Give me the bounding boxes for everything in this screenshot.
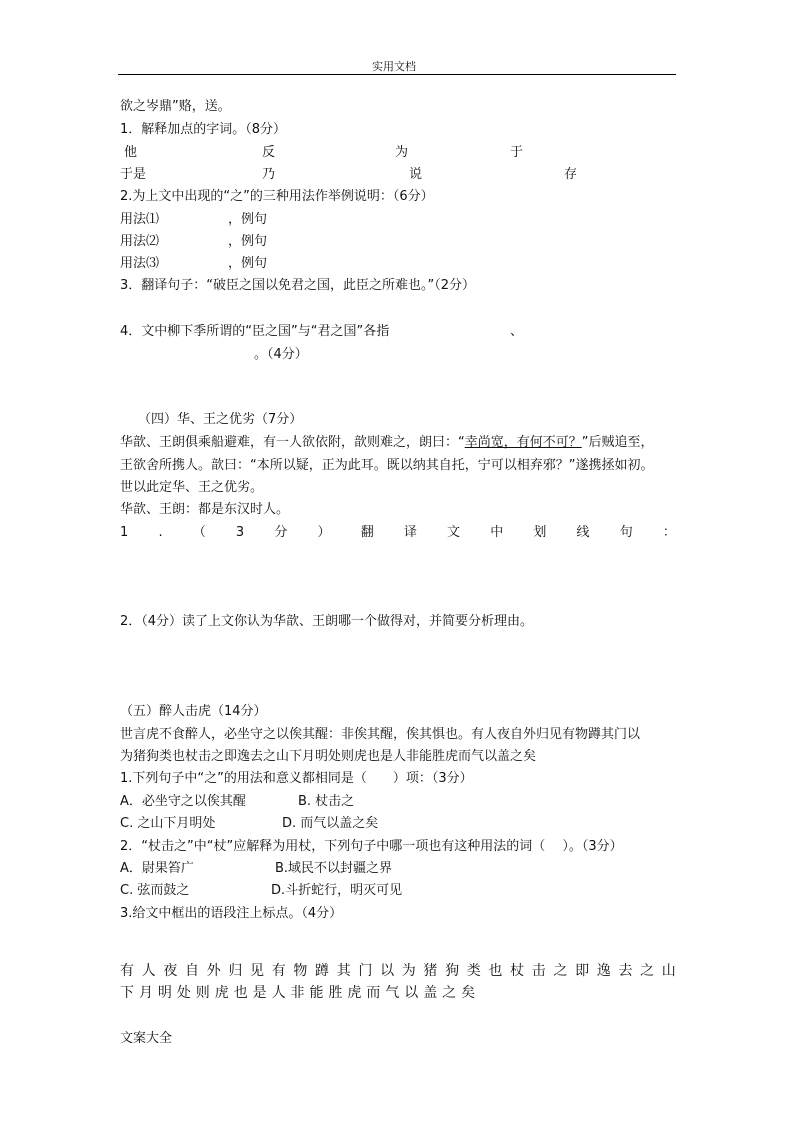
option-b: B. 杖击之 — [298, 794, 355, 809]
q1-word: 说 — [409, 167, 423, 182]
passage-char: 蹲 — [315, 963, 330, 979]
option-a: A．必坐守之以俟其醒 — [120, 794, 246, 809]
q1-char: 中 — [490, 525, 504, 540]
q2-usage-name: 用法⑶ — [120, 256, 160, 271]
q1-char: 文 — [447, 525, 461, 540]
q1-word: 于 — [510, 145, 524, 160]
page-footer: 文案大全 — [120, 1031, 173, 1046]
option-d: D.斗折蛇行，明灭可见 — [271, 883, 403, 898]
passage-char: 击 — [531, 963, 546, 979]
passage-char: 山 — [661, 963, 676, 979]
q1-word: 他 — [124, 145, 138, 160]
q1-word: 存 — [564, 167, 578, 182]
section4-paragraph-line: 世以此定华、王之优劣。 — [120, 480, 264, 495]
q1-word: 为 — [395, 145, 409, 160]
boxed-passage-line-1 — [120, 962, 676, 980]
q2-label: 2.为上文中出现的“之”的三种用法作举例说明：（6分） — [120, 189, 434, 204]
section4-q2: 2．（4分）读了上文你认为华歆、王朗哪一个做得对，并简要分析理由。 — [120, 614, 534, 629]
q1-word: 反 — [262, 145, 276, 160]
section5-paragraph-line: 为猪狗类也杖击之即逸去之山下月明处则虎也是人非能胜虎而气以盖之矣 — [120, 749, 537, 764]
option-c: C. 之山下月明处 — [120, 816, 216, 831]
q1-char: 线 — [576, 525, 590, 540]
section5-q2: 2．“杖击之”中“杖”应解释为用杖，下列句子中哪一项也有这种用法的词（ ）。（3分） — [120, 839, 623, 854]
q1-char: 1 — [120, 525, 129, 540]
q4-separator: 、 — [510, 324, 524, 339]
section4-text: 华歆、王朗俱乘船避难，有一人欲依附，歆则难之，朗曰：“ — [120, 435, 465, 450]
passage-char: 人 — [141, 963, 156, 979]
option-d: D. 而气以盖之矣 — [282, 816, 379, 831]
section5-title: （五）醉人击虎（14分） — [120, 704, 267, 719]
passage-char: 自 — [185, 963, 200, 979]
q1-label: 1．解释加点的字词。（8分） — [120, 122, 287, 137]
section4-paragraph-line — [120, 434, 654, 452]
passage-char: 逸 — [596, 963, 611, 979]
page-header-title: 实用文档 — [372, 60, 416, 73]
passage-char: 为 — [401, 963, 416, 979]
q3-text: 3．翻译句子：“破臣之国以免君之国，此臣之所难也。”（2分） — [120, 278, 476, 293]
passage-char: 即 — [575, 963, 590, 979]
q1-char: 划 — [533, 525, 547, 540]
passage-char: 杖 — [510, 963, 525, 979]
option-c: C. 弦而鼓之 — [120, 883, 190, 898]
passage-char: 狗 — [445, 963, 460, 979]
q1-char: 3 — [235, 525, 245, 540]
q1-char: 分 — [274, 525, 288, 540]
option-b: B.域民不以封疆之界 — [275, 861, 393, 876]
q2-usage-example: ，例句 — [228, 212, 268, 227]
passage-char: 之 — [553, 963, 568, 979]
q1-word: 乃 — [262, 167, 276, 182]
underlined-sentence: 幸尚宽，有何不可？ — [464, 435, 582, 450]
section4-text: ”后贼追至， — [581, 435, 654, 450]
q1-char: 译 — [403, 525, 417, 540]
q4-end: 。（4分） — [254, 347, 308, 362]
q1-char: ： — [662, 525, 676, 540]
passage-char: 其 — [336, 963, 351, 979]
passage-char: 以 — [380, 963, 395, 979]
passage-char: 物 — [293, 963, 308, 979]
passage-char: 外 — [206, 963, 221, 979]
q2-usage-name: 用法⑴ — [120, 212, 160, 227]
passage-char: 去 — [618, 963, 633, 979]
header-rule — [118, 74, 676, 75]
q1-char: ） — [317, 525, 331, 540]
passage-char: 有 — [120, 963, 134, 979]
passage-char: 门 — [358, 963, 373, 979]
q1-char: . — [158, 525, 163, 540]
q1-char: 句 — [619, 525, 633, 540]
q2-usage-example: ，例句 — [228, 256, 268, 271]
boxed-passage-line-2: 下 月 明 处 则 虎 也 是 人 非 能 胜 虎 而 气 以 盖 之 矣 — [120, 985, 476, 1001]
passage-char: 夜 — [163, 963, 178, 979]
passage-char: 猪 — [423, 963, 438, 979]
section5-q1: 1.下列句子中“之”的用法和意义都相同是（ ）项：（3分） — [120, 771, 473, 786]
passage-char: 也 — [488, 963, 503, 979]
section4-title: （四）华、王之优劣（7分） — [138, 412, 303, 427]
section5-q3: 3.给文中框出的语段注上标点。（4分） — [120, 906, 343, 921]
section4-paragraph-line: 王欲舍所携人。歆曰：“本所以疑，正为此耳。既以纳其自托，宁可以相弃邪？”遂携拯如初。 — [120, 458, 654, 473]
q1-char: 翻 — [360, 525, 374, 540]
passage-char: 归 — [228, 963, 243, 979]
option-a: A．尉果笞广 — [120, 861, 194, 876]
passage-char: 类 — [466, 963, 481, 979]
passage-char: 见 — [250, 963, 265, 979]
q1-word: 于是 — [120, 167, 147, 182]
section5-paragraph-line: 世言虎不食醉人，必坐守之以俟其醒：非俟其醒，俟其惧也。有人夜自外归见有物蹲其门以 — [120, 727, 641, 742]
section4-note: 华歆、王朗：都是东汉时人。 — [120, 502, 290, 517]
passage-char: 有 — [271, 963, 286, 979]
q2-usage-example: ，例句 — [228, 234, 268, 249]
section4-q1-line — [120, 524, 676, 542]
q2-usage-name: 用法⑵ — [120, 234, 160, 249]
q4-text: 4．文中柳下季所谓的“臣之国”与“君之国”各指 — [120, 324, 390, 339]
intro-line: 欲之岑鼎”赂，送。 — [120, 99, 231, 114]
passage-char: 之 — [640, 963, 655, 979]
q1-char: （ — [192, 525, 206, 540]
